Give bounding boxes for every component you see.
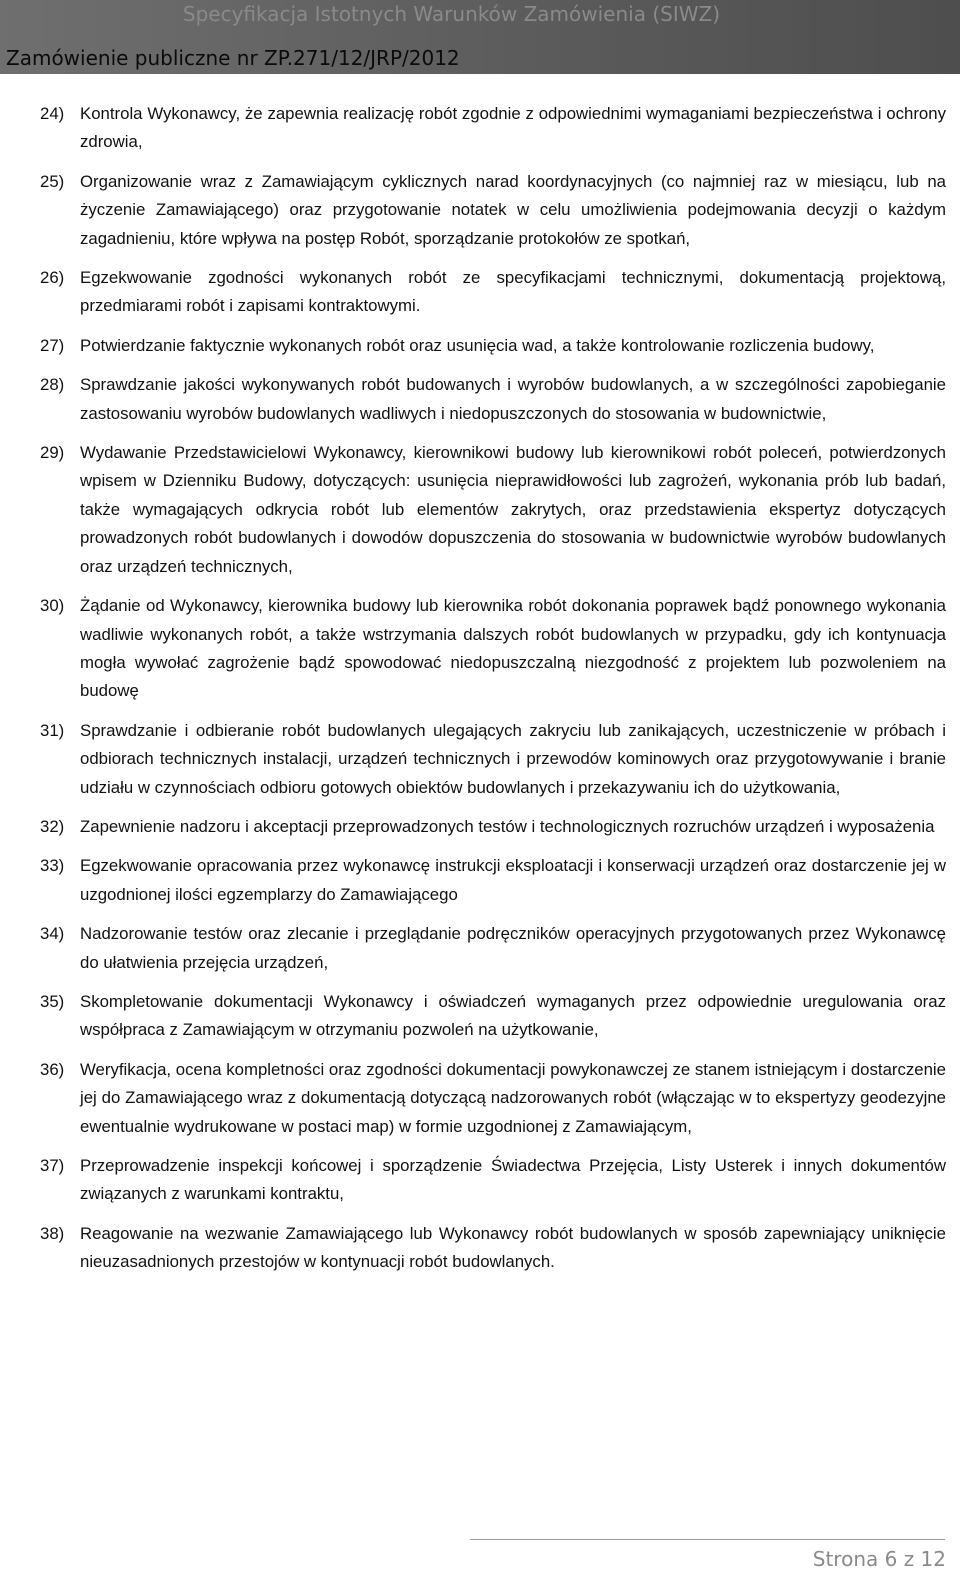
- list-item: [40, 717, 946, 802]
- page-number: Strona 6 z 12: [812, 1547, 946, 1571]
- item-text: Organizowanie wraz z Zamawiającym cyklicznych narad koordynacyjnych (co najmniej raz w miesiącu, lub na życzenie Zamawiającego) oraz przygotowanie notatek w celu umożliwienia podejmowania decyzji o każdym zagadnieniu, które wpływa na postęp Robót, sporządzanie protokołów ze spotkań,: [80, 171, 946, 248]
- list-item: [40, 264, 946, 321]
- item-number: 28): [40, 375, 65, 395]
- list-item: [40, 852, 946, 909]
- list-item: [40, 168, 946, 253]
- list-item: [40, 1056, 946, 1141]
- item-number: 38): [40, 1223, 65, 1243]
- item-text: Wydawanie Przedstawicielowi Wykonawcy, kierownikowi budowy lub kierownikowi robót poleceń, potwierdzonych wpisem w Dzienniku Budowy, dotyczących: usunięcia nieprawidłowości lub zagrożeń, wykonania prób lub badań, także wymagających odkrycia robót lub elementów zakrytych, oraz przedstawienia ekspertyz dotyczących prowadzonych robót budowlanych i dowodów dopuszczenia do stosowania w budownictwie wyrobów budowlanych oraz urządzeń technicznych,: [80, 443, 946, 576]
- item-text: Weryfikacja, ocena kompletności oraz zgodności dokumentacji powykonawczej ze stanem istniejącym i dostarczenie jej do Zamawiającego wraz z dokumentacją dotyczącą nadzorowanych robót (włączając w to ekspertyzy geodezyjne ewentualnie wydrukowane w postaci map) w formie uzgodnionej z Zamawiającym,: [80, 1059, 946, 1136]
- document-title: Specyfikacja Istotnych Warunków Zamówienia (SIWZ): [182, 2, 720, 26]
- list-item: [40, 592, 946, 706]
- item-number: 33): [40, 856, 65, 876]
- item-text: Żądanie od Wykonawcy, kierownika budowy lub kierownika robót dokonania poprawek bądź ponownego wykonania wadliwie wykonanych robót, a także wstrzymania dalszych robót budowlanych w przypadku, gdy ich kontynuacja mogła wywołać zagrożenie bądź spowodować niedopuszczalną niezgodność z projektem lub pozwoleniem na budowę: [80, 596, 946, 701]
- item-number: 24): [40, 104, 65, 123]
- item-text: Sprawdzanie i odbieranie robót budowlanych ulegających zakryciu lub zanikających, uczestniczenie w próbach i odbiorach technicznych instalacji, urządzeń technicznych i przewodów kominowych oraz przygotowywanie i branie udziału w czynnościach odbioru gotowych obiektów budowlanych i przekazywaniu ich do użytkowania,: [80, 720, 946, 797]
- item-number: 29): [40, 443, 65, 463]
- item-text: Egzekwowanie opracowania przez wykonawcę instrukcji eksploatacji i konserwacji urządzeń oraz dostarczenie jej w uzgodnionej ilości egzemplarzy do Zamawiającego: [80, 856, 946, 904]
- list-item: [40, 813, 946, 841]
- item-text: Przeprowadzenie inspekcji końcowej i sporządzenie Świadectwa Przejęcia, Listy Usterek i innych dokumentów związanych z warunkami kontraktu,: [80, 1156, 946, 1204]
- page-header: [0, 0, 960, 74]
- list-item: [40, 100, 946, 157]
- item-number: 25): [40, 171, 65, 191]
- item-text: Egzekwowanie zgodności wykonanych robót ze specyfikacjami technicznymi, dokumentacją projektową, przedmiarami robót i zapisami kontraktowymi.: [80, 268, 946, 316]
- item-number: 30): [40, 596, 65, 616]
- list-item: [40, 988, 946, 1045]
- item-number: 34): [40, 924, 65, 944]
- item-number: 27): [40, 335, 65, 355]
- order-number: Zamówienie publiczne nr ZP.271/12/JRP/2012: [6, 46, 460, 70]
- list-item: [40, 332, 946, 360]
- list-item: [40, 1220, 946, 1277]
- list-item: [40, 920, 946, 977]
- list-item: [40, 371, 946, 428]
- item-number: 37): [40, 1156, 65, 1175]
- item-text: Skompletowanie dokumentacji Wykonawcy i oświadczeń wymaganych przez odpowiednie uregulowania oraz współpraca z Zamawiającym w otrzymaniu pozwoleń na użytkowanie,: [80, 991, 946, 1040]
- item-number: 36): [40, 1059, 65, 1079]
- list-item: [40, 1152, 946, 1209]
- item-number: 26): [40, 268, 65, 288]
- list-item: [40, 439, 946, 581]
- item-number: 35): [40, 991, 65, 1011]
- item-text: Sprawdzanie jakości wykonywanych robót budowanych i wyrobów budowlanych, a w szczególności zapobieganie zastosowaniu wyrobów budowlanych wadliwych i niedopuszczonych do stosowania w budownictwie,: [80, 375, 946, 423]
- item-text: Zapewnienie nadzoru i akceptacji przeprowadzonych testów i technologicznych rozruchów urządzeń i wyposażenia: [80, 816, 935, 836]
- item-text: Potwierdzanie faktycznie wykonanych robót oraz usunięcia wad, a także kontrolowanie rozliczenia budowy,: [80, 335, 875, 355]
- item-number: 32): [40, 816, 65, 836]
- document-body: [40, 100, 946, 1288]
- item-text: Nadzorowanie testów oraz zlecanie i przeglądanie podręczników operacyjnych przygotowanych przez Wykonawcę do ułatwienia przejęcia urządzeń,: [80, 924, 946, 972]
- footer-divider: [470, 1539, 945, 1540]
- item-text: Kontrola Wykonawcy, że zapewnia realizację robót zgodnie z odpowiednimi wymaganiami bezpieczeństwa i ochrony zdrowia,: [80, 104, 946, 152]
- item-number: 31): [40, 720, 65, 740]
- item-text: Reagowanie na wezwanie Zamawiającego lub Wykonawcy robót budowlanych w sposób zapewniający uniknięcie nieuzasadnionych przestojów w kontynuacji robót budowlanych.: [80, 1223, 946, 1272]
